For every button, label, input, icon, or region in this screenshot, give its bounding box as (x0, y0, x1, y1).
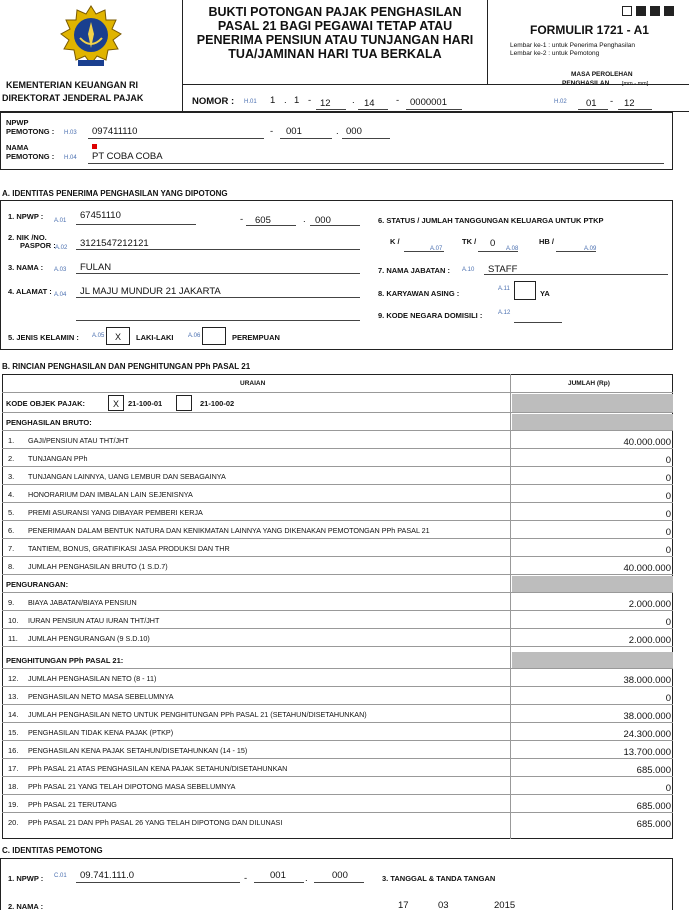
a-npwp-1[interactable]: 67451110 (80, 210, 121, 221)
amount-cell[interactable]: 38.000.000 (623, 675, 671, 686)
period-unit: [mm - mm] (622, 81, 649, 87)
nomor-left-border (182, 84, 183, 112)
a-tk-label: TK / (462, 237, 477, 246)
c-nama-label: 2. NAMA : (8, 902, 44, 911)
c-date-month[interactable]: 03 (438, 900, 449, 911)
table-row: 7. TANTIEM, BONUS, GRATIFIKASI JASA PRODUKSI DAN THR 0 (2, 539, 673, 557)
ministry-name: KEMENTERIAN KEUANGAN RI (6, 80, 139, 90)
gender-male-checkbox[interactable]: X (106, 327, 130, 345)
shaded-cell (512, 576, 673, 592)
directorate-name: DIREKTORAT JENDERAL PAJAK (2, 93, 144, 103)
a-gender-code-f: A.06 (188, 333, 201, 339)
table-row: 1. GAJI/PENSIUN ATAU THT/JHT 40.000.000 (2, 431, 673, 449)
pemotong-nama-code: H.04 (64, 155, 77, 161)
amount-cell[interactable]: 13.700.000 (623, 747, 671, 758)
c-npwp-2[interactable]: 001 (270, 870, 286, 881)
pemotong-nama-label-1: NAMA (6, 143, 29, 152)
amount-cell[interactable]: 2.000.000 (628, 635, 671, 646)
pemotong-npwp-3[interactable]: 000 (346, 126, 362, 137)
nomor-part-5[interactable]: 0000001 (410, 97, 447, 108)
nomor-label: NOMOR : (192, 96, 235, 107)
table-row: 14. JUMLAH PENGHASILAN NETO UNTUK PENGHITUNGAN PPh PASAL 21 (SETAHUN/DISETAHUNKAN) 38.000.000 (2, 705, 673, 723)
a-gender-male: LAKI-LAKI (136, 333, 174, 342)
c-date-year[interactable]: 2015 (494, 900, 516, 911)
a-nama-label: 3. NAMA : (8, 263, 44, 272)
amount-cell[interactable]: 2.000.000 (628, 599, 671, 610)
title-line-2: PASAL 21 BAGI PEGAWAI TETAP ATAU (217, 19, 453, 33)
title-block (182, 0, 488, 84)
table-row: 17. PPh PASAL 21 ATAS PENGHASILAN KENA PAJAK SETAHUN/DISETAHUNKAN 685.000 (2, 759, 673, 777)
a-nik-label-2: PASPOR : (20, 241, 56, 250)
col-uraian: URAIAN (240, 380, 266, 387)
table-row: 19. PPh PASAL 21 TERUTANG 685.000 (2, 795, 673, 813)
period-to[interactable]: 12 (624, 98, 635, 109)
amount-cell[interactable]: 24.300.000 (623, 729, 671, 740)
section-b-title: B. RINCIAN PENGHASILAN DAN PENGHITUNGAN PPh PASAL 21 (2, 362, 251, 371)
table-row: 2. TUNJANGAN PPh 0 (2, 449, 673, 467)
a-asing-label: 8. KARYAWAN ASING : (378, 289, 460, 298)
a-asing-code: A.11 (498, 286, 510, 292)
a-npwp-3[interactable]: 000 (315, 215, 331, 226)
c-npwp-3[interactable]: 000 (332, 870, 348, 881)
kode-21-100-02-checkbox[interactable] (176, 395, 192, 411)
kode-21-100-01-checkbox[interactable]: X (108, 395, 124, 411)
amount-cell[interactable]: 0 (665, 617, 671, 628)
a-nama[interactable]: FULAN (80, 262, 112, 273)
table-row: 6. PENERIMAAN DALAM BENTUK NATURA DAN KENIKMATAN LAINNYA YANG DIKENAKAN PEMOTONGAN PPh PASAL 21 0 (2, 521, 673, 539)
a-jabatan-label: 7. NAMA JABATAN : (378, 266, 450, 275)
a-nik-code: A.02 (55, 245, 68, 251)
table-row: 16. PENGHASILAN KENA PAJAK SETAHUN/DISETAHUNKAN (14 - 15) 13.700.000 (2, 741, 673, 759)
a-hb-label: HB / (539, 237, 554, 246)
period-code: H.02 (554, 99, 567, 105)
table-row: 15. PENGHASILAN TIDAK KENA PAJAK (PTKP) 24.300.000 (2, 723, 673, 741)
table-row: 18. PPh PASAL 21 YANG TELAH DIPOTONG MASA SEBELUMNYA 0 (2, 777, 673, 795)
corner-box-3 (650, 6, 660, 16)
amount-cell[interactable]: 0 (665, 693, 671, 704)
nomor-part-3[interactable]: 12 (320, 98, 331, 109)
amount-cell[interactable]: 0 (665, 545, 671, 556)
table-row: 3. TUNJANGAN LAINNYA, UANG LEMBUR DAN SEBAGAINYA 0 (2, 467, 673, 485)
table-row: 9. BIAYA JABATAN/BIAYA PENSIUN 2.000.000 (2, 593, 673, 611)
a-status-label: 6. STATUS / JUMLAH TANGGUNGAN KELUARGA UNTUK PTKP (378, 216, 604, 225)
amount-cell[interactable]: 685.000 (636, 819, 671, 830)
table-row: 5. PREMI ASURANSI YANG DIBAYAR PEMBERI KERJA 0 (2, 503, 673, 521)
section-c-title: C. IDENTITAS PEMOTONG (2, 846, 103, 855)
bruto-title: PENGHASILAN BRUTO: (6, 418, 92, 427)
nomor-divider (182, 84, 689, 85)
c-date-day[interactable]: 17 (398, 900, 409, 911)
a-jabatan-code: A.10 (462, 267, 475, 273)
foreign-employee-checkbox[interactable] (514, 281, 536, 300)
kode-label: KODE OBJEK PAJAK: (6, 399, 86, 408)
a-gender-female: PEREMPUAN (232, 333, 280, 342)
a-negara-code: A.12 (498, 310, 511, 316)
pemotong-nama[interactable]: PT COBA COBA (92, 151, 163, 162)
pemotong-npwp-2[interactable]: 001 (286, 126, 302, 137)
title-line-4: TUA/JAMINAN HARI TUA BERKALA (228, 47, 442, 61)
shaded-cell (512, 394, 673, 412)
a-npwp-label: 1. NPWP : (8, 212, 44, 221)
table-row: 13. PENGHASILAN NETO MASA SEBELUMNYA 0 (2, 687, 673, 705)
amount-cell[interactable]: 38.000.000 (623, 711, 671, 722)
table-row: 8. JUMLAH PENGHASILAN BRUTO (1 S.D.7) 40.000.000 (2, 557, 673, 575)
c-npwp-label: 1. NPWP : (8, 874, 44, 883)
nomor-part-2[interactable]: 1 (294, 95, 300, 106)
shaded-cell (512, 652, 673, 668)
table-row: 12. JUMLAH PENGHASILAN NETO (8 - 11) 38.000.000 (2, 669, 673, 687)
pengurangan-title: PENGURANGAN: (6, 580, 69, 589)
sheet-1-note: Lembar ke-1 : untuk Penerima Penghasilan (510, 42, 636, 49)
a-k-code: A.07 (430, 246, 443, 252)
a-nama-code: A.03 (54, 267, 67, 273)
table-row: 20. PPh PASAL 21 DAN PPh PASAL 26 YANG TELAH DIPOTONG DAN DILUNASI 685.000 (8, 818, 671, 830)
a-asing-option: YA (540, 289, 550, 298)
amount-cell[interactable]: 685.000 (636, 765, 671, 776)
required-marker-icon (92, 144, 97, 149)
a-hb-code: A.09 (584, 246, 597, 252)
amount-cell[interactable]: 685.000 (636, 801, 671, 812)
period-label-2: PENGHASILAN (562, 80, 610, 87)
kemenkeu-logo (58, 4, 124, 70)
a-jabatan[interactable]: STAFF (488, 264, 518, 275)
a-nik-label-1: 2. NIK /NO. (8, 233, 47, 242)
shaded-cell (512, 414, 673, 430)
a-negara-label: 9. KODE NEGARA DOMISILI : (378, 311, 483, 320)
pemotong-npwp-label-2: PEMOTONG : (6, 127, 55, 136)
a-k-label: K / (390, 237, 400, 246)
section-a-title: A. IDENTITAS PENERIMA PENGHASILAN YANG DIPOTONG (2, 189, 228, 198)
pemotong-nama-label-2: PEMOTONG : (6, 152, 55, 161)
amount-cell[interactable]: 0 (665, 527, 671, 538)
a-nik[interactable]: 3121547212121 (80, 238, 149, 249)
sheet-2-note: Lembar ke-2 : untuk Pemotong (510, 50, 600, 57)
pemotong-npwp-code: H.03 (64, 130, 77, 136)
table-header (2, 374, 673, 393)
corner-box-1 (622, 6, 632, 16)
title-line-3: PENERIMA PENSIUN ATAU TUNJANGAN HARI (196, 33, 474, 47)
amount-cell[interactable]: 0 (665, 491, 671, 502)
a-alamat-code: A.04 (54, 292, 67, 298)
amount-cell[interactable]: 0 (665, 783, 671, 794)
pemotong-npwp-1[interactable]: 097411110 (92, 126, 138, 137)
penghitungan-title: PENGHITUNGAN PPh PASAL 21: (6, 656, 124, 665)
period-from[interactable]: 01 (586, 98, 597, 109)
table-row: 4. HONORARIUM DAN IMBALAN LAIN SEJENISNYA 0 (2, 485, 673, 503)
amount-cell[interactable]: 0 (665, 455, 671, 466)
a-alamat[interactable]: JL MAJU MUNDUR 21 JAKARTA (80, 286, 221, 297)
section-c-box (0, 858, 673, 910)
amount-cell[interactable]: 0 (665, 509, 671, 520)
a-tk-code: A.08 (506, 246, 519, 252)
corner-box-2 (636, 6, 646, 16)
a-gender-label: 5. JENIS KELAMIN : (8, 333, 79, 342)
gender-female-checkbox[interactable] (202, 327, 226, 345)
a-alamat-label: 4. ALAMAT : (8, 287, 52, 296)
amount-cell[interactable]: 0 (665, 473, 671, 484)
amount-cell[interactable]: 40.000.000 (623, 563, 671, 574)
c-npwp-1[interactable]: 09.741.111.0 (80, 870, 135, 881)
table-row: 10. IURAN PENSIUN ATAU IURAN THT/JHT 0 (2, 611, 673, 629)
nomor-part-4[interactable]: 14 (364, 98, 375, 109)
a-npwp-code: A.01 (54, 218, 67, 224)
period-label-1: MASA PEROLEHAN (571, 71, 633, 78)
amount-cell[interactable]: 40.000.000 (623, 437, 671, 448)
corner-box-4 (664, 6, 674, 16)
form-code: FORMULIR 1721 - A1 (530, 23, 649, 37)
kode-2: 21-100-02 (200, 399, 235, 408)
title-line-1: BUKTI POTONGAN PAJAK PENGHASILAN (208, 5, 462, 19)
col-jumlah: JUMLAH (Rp) (568, 380, 610, 387)
kode-1: 21-100-01 (128, 399, 163, 408)
a-npwp-2[interactable]: 605 (255, 215, 271, 226)
nomor-part-1[interactable]: 1 (270, 95, 276, 106)
c-npwp-code: C.01 (54, 873, 67, 879)
table-row: 11. JUMLAH PENGURANGAN (9 S.D.10) 2.000.000 (2, 629, 673, 647)
a-tk-value[interactable]: 0 (490, 238, 496, 249)
pemotong-npwp-label-1: NPWP (6, 118, 29, 127)
c-ttd-label: 3. TANGGAL & TANDA TANGAN (382, 874, 496, 883)
a-gender-code-m: A.05 (92, 333, 105, 339)
nomor-code: H.01 (244, 99, 257, 105)
